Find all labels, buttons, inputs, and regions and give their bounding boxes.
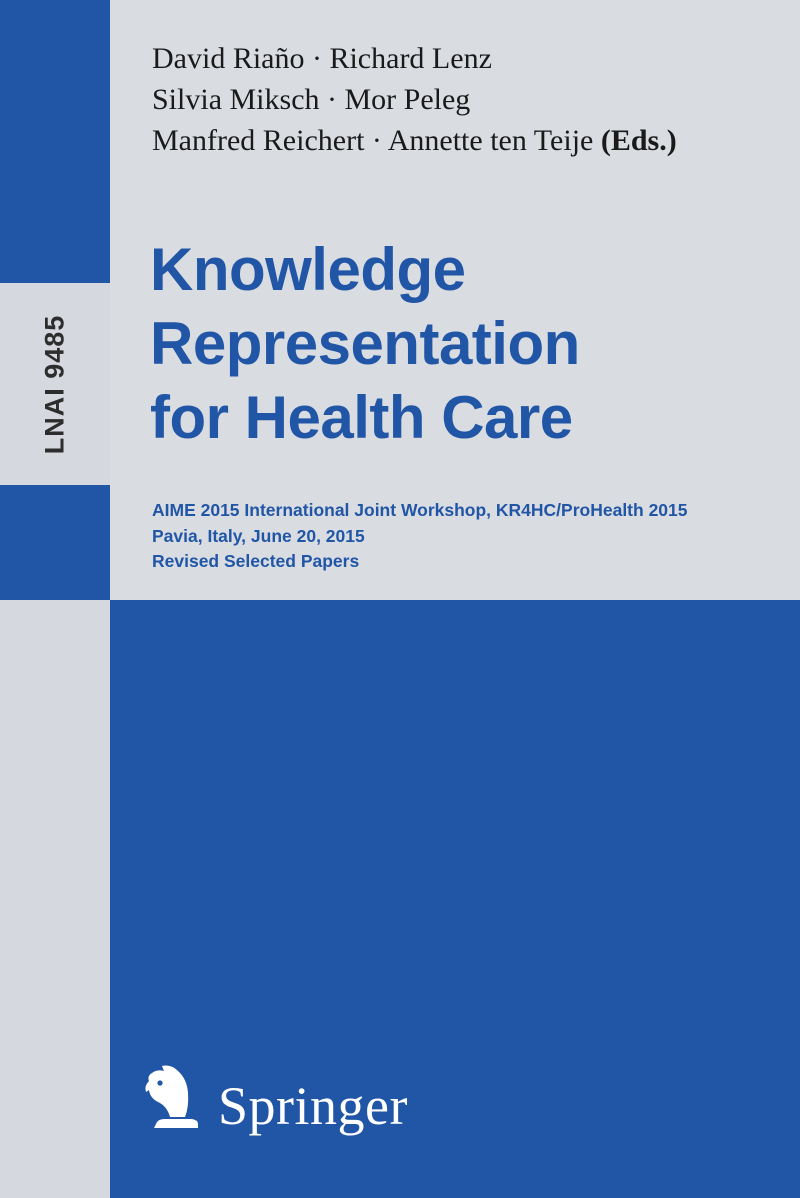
springer-knight-icon (140, 1062, 204, 1132)
editors-suffix: (Eds.) (600, 124, 677, 158)
publisher-name: Springer (218, 1075, 408, 1136)
editors-line-3 (152, 120, 772, 161)
spine-band-top (0, 0, 110, 283)
series-label (0, 283, 110, 485)
spine-band-bottom (0, 485, 110, 600)
editors-line-1: David Riaño · Richard Lenz (152, 42, 492, 75)
editors-line-3-text: Manfred Reichert · Annette ten Teije (152, 124, 594, 158)
cover-front (110, 0, 800, 1198)
subtitle-line-1: AIME 2015 International Joint Workshop, KR4HC/ProHealth 2015 (152, 500, 688, 520)
editors-block (152, 38, 772, 161)
editors-line-2: Silvia Miksch · Mor Peleg (152, 83, 471, 117)
page-title (150, 233, 790, 454)
series-label-text: LNAI 9485 (39, 314, 70, 454)
subtitle-line-2: Pavia, Italy, June 20, 2015 (152, 525, 365, 546)
title-line-1: Knowledge (150, 236, 466, 303)
title-line-2: Representation (150, 309, 580, 377)
subtitle-line-3: Revised Selected Papers (152, 551, 360, 572)
spine-column (0, 0, 110, 1198)
subtitle-block (152, 498, 782, 575)
title-line-3: for Health Care (150, 383, 573, 451)
publisher-logo (140, 1062, 408, 1136)
